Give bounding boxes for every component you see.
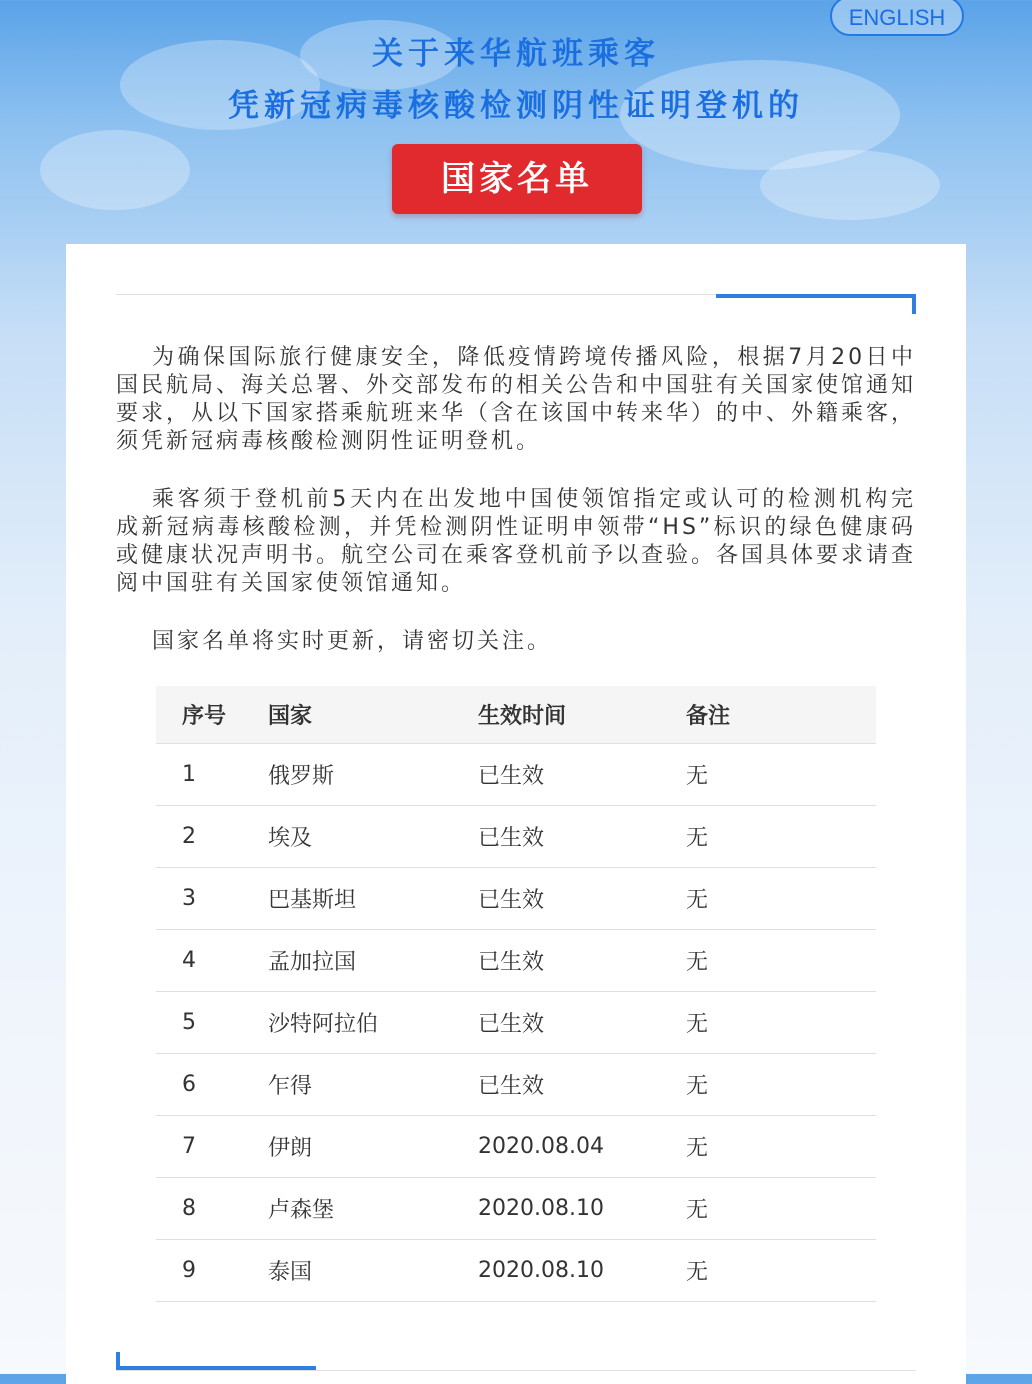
cell-remarks: 无	[686, 992, 876, 1054]
cell-effective-date: 已生效	[478, 1054, 686, 1116]
cell-country: 沙特阿拉伯	[268, 992, 478, 1054]
cell-country: 埃及	[268, 806, 478, 868]
page-header	[0, 0, 1032, 240]
cell-remarks: 无	[686, 1240, 876, 1302]
cell-effective-date: 2020.08.10	[478, 1240, 686, 1302]
table-row	[156, 930, 876, 992]
divider-bottom-accent	[116, 1366, 316, 1370]
cell-index: 9	[156, 1240, 268, 1302]
cell-remarks: 无	[686, 1054, 876, 1116]
cell-remarks: 无	[686, 744, 876, 806]
table-row	[156, 992, 876, 1054]
requirements-paragraph: 乘客须于登机前5天内在出发地中国使领馆指定或认可的检测机构完成新冠病毒核酸检测，并凭检测阴性证明申领带“HS”标识的绿色健康码或健康状况声明书。航空公司在乘客登机前予以查验。各国具体要求请查阅中国驻有关国家使领馆通知。	[116, 487, 917, 596]
cell-effective-date: 2020.08.10	[478, 1178, 686, 1240]
country-list-badge: 国家名单	[392, 144, 642, 214]
cell-remarks: 无	[686, 868, 876, 930]
cell-country: 伊朗	[268, 1116, 478, 1178]
cell-effective-date: 已生效	[478, 744, 686, 806]
table-row	[156, 868, 876, 930]
cell-effective-date: 已生效	[478, 992, 686, 1054]
content-card	[66, 244, 966, 1384]
column-header-country: 国家	[268, 686, 478, 744]
column-header-index: 序号	[156, 686, 268, 744]
cell-index: 6	[156, 1054, 268, 1116]
cell-index: 3	[156, 868, 268, 930]
table-row	[156, 1240, 876, 1302]
cell-index: 7	[156, 1116, 268, 1178]
cell-effective-date: 已生效	[478, 930, 686, 992]
cell-remarks: 无	[686, 806, 876, 868]
cell-index: 4	[156, 930, 268, 992]
cell-country: 卢森堡	[268, 1178, 478, 1240]
cell-index: 1	[156, 744, 268, 806]
divider-bottom-corner	[116, 1352, 120, 1370]
cell-index: 2	[156, 806, 268, 868]
table-header-row	[156, 686, 876, 744]
cell-remarks: 无	[686, 1116, 876, 1178]
cell-country: 巴基斯坦	[268, 868, 478, 930]
update-notice-paragraph: 国家名单将实时更新，请密切关注。	[152, 629, 553, 654]
country-table	[156, 686, 876, 1302]
english-language-button[interactable]: ENGLISH	[830, 0, 964, 36]
divider-bottom	[116, 1370, 916, 1371]
cell-index: 5	[156, 992, 268, 1054]
cell-remarks: 无	[686, 930, 876, 992]
table-row	[156, 806, 876, 868]
cell-remarks: 无	[686, 1178, 876, 1240]
cell-country: 泰国	[268, 1240, 478, 1302]
column-header-remarks: 备注	[686, 686, 876, 744]
table-row	[156, 1054, 876, 1116]
table-row	[156, 1116, 876, 1178]
cell-country: 乍得	[268, 1054, 478, 1116]
table-row	[156, 1178, 876, 1240]
page-title-line-1: 关于来华航班乘客	[372, 36, 660, 72]
divider-top-corner	[912, 294, 916, 314]
cell-country: 孟加拉国	[268, 930, 478, 992]
intro-paragraph: 为确保国际旅行健康安全，降低疫情跨境传播风险，根据7月20日中国民航局、海关总署、外交部发布的相关公告和中国驻有关国家使馆通知要求，从以下国家搭乘航班来华（含在该国中转来华）的中、外籍乘客，须凭新冠病毒核酸检测阴性证明登机。	[116, 345, 917, 454]
table-row	[156, 744, 876, 806]
cell-country: 俄罗斯	[268, 744, 478, 806]
divider-top-accent	[716, 294, 916, 298]
column-header-effective-date: 生效时间	[478, 686, 686, 744]
cell-index: 8	[156, 1178, 268, 1240]
cell-effective-date: 已生效	[478, 806, 686, 868]
cell-effective-date: 2020.08.04	[478, 1116, 686, 1178]
cell-effective-date: 已生效	[478, 868, 686, 930]
page-title-line-2: 凭新冠病毒核酸检测阴性证明登机的	[228, 88, 804, 124]
